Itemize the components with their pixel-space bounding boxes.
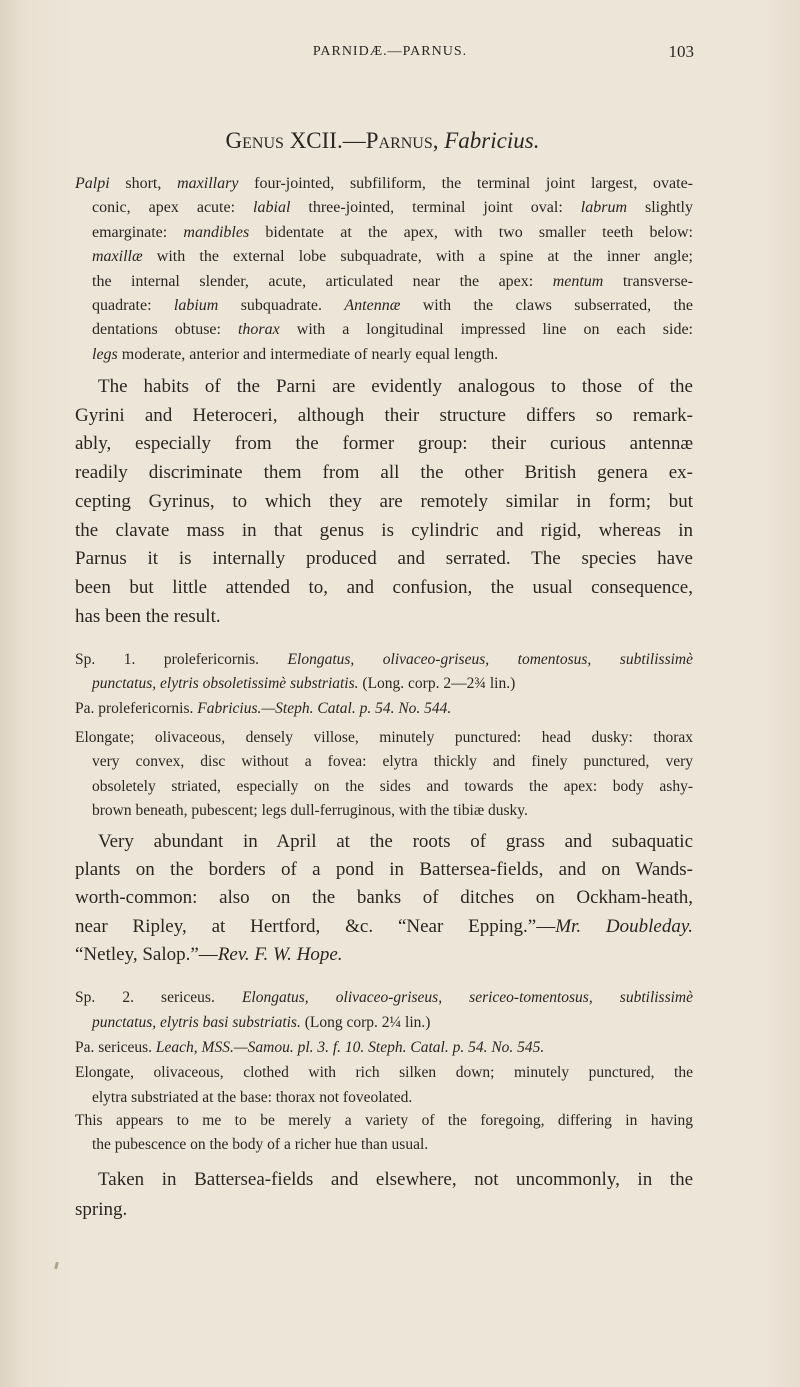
text-line [92, 1133, 693, 1157]
text-line [75, 402, 693, 431]
text: the internal slender, acute, articulated near the apex: [92, 272, 553, 290]
title-number: XCII.— [283, 128, 366, 153]
text-line [92, 196, 693, 220]
text: with the external lobe subquadrate, with a spine at the inner angle; [142, 248, 693, 266]
page-number: 103 [668, 42, 694, 61]
italic-text: Elongatus, olivaceo-griseus, sericeo-tomentosus, subtilissimè [241, 989, 694, 1006]
text: Sp. 1. prolefericornis. [75, 651, 288, 668]
text: conic, apex acute: [92, 199, 254, 217]
species-2-habitat [75, 1165, 693, 1225]
text-line [75, 941, 693, 969]
text: readily discriminate them from all the other British genera ex- [75, 462, 693, 484]
italic-text: Rev. F. W. Hope. [217, 943, 343, 965]
running-head: PARNIDÆ.—PARNUS. [312, 44, 468, 59]
text-line [75, 459, 693, 488]
text: near Ripley, at Hertford, &c. “Near Epping.”— [75, 915, 556, 937]
title-genus: Genus [225, 128, 284, 153]
text-line [92, 750, 693, 774]
text-line [75, 726, 693, 750]
text: obsoletely striated, especially on the sides and towards the apex: body ashy- [92, 777, 693, 795]
text-line [75, 603, 693, 632]
italic-text: labium [173, 297, 219, 315]
text: Gyrini and Heteroceri, although their structure differs so remark- [75, 404, 693, 426]
text: been but little attended to, and confusion, the usual consequence, [75, 576, 693, 598]
text-line [75, 574, 693, 603]
italic-text: punctatus, elytris basi substriatis. [92, 1014, 301, 1031]
text: brown beneath, pubescent; legs dull-ferruginous, with the tibiæ dusky. [92, 801, 528, 819]
italic-text: maxillæ [92, 248, 143, 266]
habits-paragraph [75, 373, 693, 631]
text: Pa. sericeus. [75, 1039, 156, 1056]
text: (Long. corp. 2—2¾ lin.) [358, 675, 516, 693]
text-line [75, 172, 693, 196]
text: Elongate; olivaceous, densely villose, minutely punctured: head dusky: thorax [75, 729, 693, 746]
text: worth-common: also on the banks of ditches on Ockham-heath, [75, 887, 693, 909]
species-1-description [75, 726, 693, 823]
text: four-jointed, subfiliform, the terminal joint largest, ovate- [238, 175, 694, 192]
species-2-heading [75, 985, 693, 1060]
italic-text: thorax [237, 321, 280, 339]
text: cepting Gyrinus, to which they are remotely similar in form; but [75, 490, 693, 512]
italic-text: mandibles [183, 223, 250, 241]
text-line [75, 1195, 693, 1225]
text-line [75, 1035, 693, 1060]
text-line [98, 828, 693, 856]
text-line [75, 884, 693, 912]
text-line [92, 221, 693, 245]
text-line [75, 913, 693, 941]
text: Sp. 2. sericeus. [75, 989, 242, 1006]
text-line [75, 648, 693, 672]
italic-text: punctatus, elytris obsoletissimè substriatis. [92, 675, 359, 693]
text: emarginate: [92, 223, 184, 241]
italic-text: Palpi [75, 175, 110, 192]
text: dentations obtuse: [92, 321, 238, 339]
text-line [92, 343, 693, 367]
text-line [92, 270, 693, 294]
text-line [92, 775, 693, 799]
text-line [75, 697, 693, 721]
text: (Long corp. 2¼ lin.) [300, 1014, 431, 1031]
text-line [92, 1010, 693, 1035]
genus-title [0, 128, 765, 154]
text: Pa. prolefericornis. [75, 699, 198, 717]
italic-text: legs [92, 345, 118, 363]
text: subquadrate. [218, 297, 345, 315]
text: This appears to me to be merely a variety of the foregoing, differing in having [75, 1112, 693, 1129]
text-line [92, 799, 693, 823]
text-line [98, 1165, 693, 1195]
text: transverse- [603, 272, 694, 290]
text: the pubescence on the body of a richer hue than usual. [92, 1136, 429, 1153]
text-line [75, 517, 693, 546]
text: the clavate mass in that genus is cylindric and rigid, whereas in [75, 519, 693, 541]
text: has been the result. [75, 605, 221, 627]
text-line [75, 856, 693, 884]
italic-text: Elongatus, olivaceo-griseus, tomentosus, subtilissimè [287, 651, 693, 668]
text-line [75, 545, 693, 574]
text-line [75, 488, 693, 517]
text: Parnus it is internally produced and serrated. The species have [75, 548, 693, 570]
text: slightly [627, 199, 694, 217]
title-author: Fabricius. [444, 128, 540, 153]
text-line [92, 672, 693, 696]
text: bidentate at the apex, with two smaller teeth below: [249, 223, 693, 241]
italic-text: Leach, MSS.—Samou. pl. 3. f. 10. Steph. Catal. p. 54. No. 545. [155, 1039, 545, 1056]
text: quadrate: [92, 297, 174, 315]
text: “Netley, Salop.”— [75, 943, 218, 965]
text: three-jointed, terminal joint oval: [290, 199, 581, 217]
title-name: Parnus [365, 128, 433, 153]
text: The habits of the Parni are evidently analogous to those of the [98, 376, 693, 397]
text-line [75, 1109, 693, 1133]
italic-text: Fabricius.—Steph. Catal. p. 54. No. 544. [197, 699, 452, 717]
text-line [92, 245, 693, 269]
italic-text: Mr. Doubleday. [555, 915, 693, 937]
text: plants on the borders of a pond in Battersea-fields, and on Wands- [75, 859, 693, 881]
species-1-heading [75, 648, 693, 721]
species-2-description [75, 1060, 693, 1110]
text: Taken in Battersea-fields and elsewhere, not uncommonly, in the [98, 1169, 693, 1190]
text-line [98, 373, 693, 402]
text: with the claws subserrated, the [400, 297, 693, 315]
species-2-note [75, 1109, 693, 1157]
italic-text: labial [253, 199, 291, 217]
text-line [92, 294, 693, 318]
text: ably, especially from the former group: their curious antennæ [75, 433, 693, 455]
text-line [75, 430, 693, 459]
text-line [75, 1060, 693, 1085]
text: moderate, anterior and intermediate of nearly equal length. [117, 345, 499, 363]
italic-text: maxillary [177, 175, 239, 192]
italic-text: Antennæ [344, 297, 401, 315]
genus-description [75, 172, 693, 367]
italic-text: mentum [552, 272, 604, 290]
italic-text: labrum [580, 199, 627, 217]
species-1-habitat [75, 828, 693, 969]
text: Very abundant in April at the roots of grass and subaquatic [98, 831, 693, 852]
text-line [92, 1085, 693, 1110]
text: with a longitudinal impressed line on each side: [279, 321, 694, 339]
text-line [92, 318, 693, 342]
text: Elongate, olivaceous, clothed with rich silken down; minutely punctured, the [75, 1064, 693, 1081]
paper-speck [54, 1262, 59, 1270]
text-line [75, 985, 693, 1010]
text: very convex, disc without a fovea: elytra thickly and finely punctured, very [92, 753, 693, 771]
text: elytra substriated at the base: thorax not foveolated. [92, 1089, 413, 1106]
text: short, [109, 175, 178, 192]
text: spring. [75, 1199, 128, 1220]
title-sep: , [432, 128, 445, 153]
